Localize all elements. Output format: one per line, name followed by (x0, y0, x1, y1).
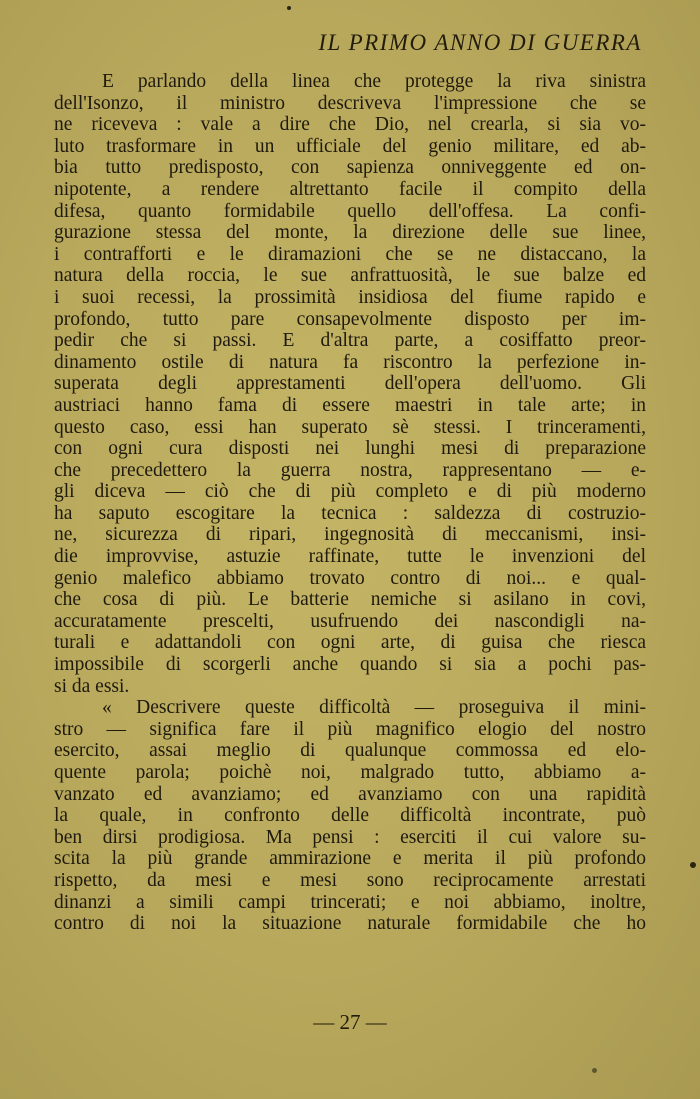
text-line: gli diceva — ciò che di più completo e di più moderno (54, 481, 646, 503)
text-line: bia tutto predisposto, con sapienza onniveggente ed on- (54, 157, 646, 179)
page-number: — 27 — (313, 1010, 387, 1034)
paper-speck (592, 1068, 597, 1073)
text-line: dinamento ostile di natura fa riscontro la perfezione in- (54, 351, 646, 373)
text-line: austriaci hanno fama di essere maestri in tale arte; in (54, 394, 646, 416)
text-line: accuratamente prescelti, usufruendo dei nascondigli na- (54, 610, 646, 632)
text-line: superata degli apprestamenti dell'opera dell'uomo. Gli (54, 373, 646, 395)
text-line: genio malefico abbiamo trovato contro di noi... e qual- (54, 567, 646, 589)
text-line: impossibile di scorgerli anche quando si sia a pochi pas- (54, 654, 646, 676)
text-line: che precedettero la guerra nostra, rappresentano — e- (54, 459, 646, 481)
text-line: gurazione stessa del monte, la direzione delle sue linee, (54, 222, 646, 244)
text-line: ne, sicurezza di ripari, ingegnosità di meccanismi, insi- (54, 524, 646, 546)
text-line: stro — significa fare il più magnifico elogio del nostro (54, 718, 646, 740)
text-line: rispetto, da mesi e mesi sono reciprocamente arrestati (54, 869, 646, 891)
text-line: scita la più grande ammirazione e merita il più profondo (54, 848, 646, 870)
text-line: nipotente, a rendere altrettanto facile il compito della (54, 178, 646, 200)
text-line: pedir che si passi. E d'altra parte, a cosiffatto preor- (54, 330, 646, 352)
text-line: che cosa di più. Le batterie nemiche si asilano in covi, (54, 589, 646, 611)
text-line: contro di noi la situazione naturale formidabile che ho (54, 913, 646, 935)
text-line: ben dirsi prodigiosa. Ma pensi : eserciti il cui valore su- (54, 826, 646, 848)
text-line: ne riceveva : vale a dire che Dio, nel crearla, si sia vo- (54, 114, 646, 136)
text-line: i suoi recessi, la prossimità insidiosa del fiume rapido e (54, 286, 646, 308)
text-line: luto trasformare in un ufficiale del genio militare, ed ab- (54, 135, 646, 157)
text-line: natura della roccia, le sue anfrattuosità, le sue balze ed (54, 265, 646, 287)
text-line: questo caso, essi han superato sè stessi. I trinceramenti, (54, 416, 646, 438)
text-line: difesa, quanto formidabile quello dell'offesa. La confi- (54, 200, 646, 222)
text-line: dell'Isonzo, il ministro descriveva l'impressione che se (54, 92, 646, 114)
paper-speck (287, 6, 291, 10)
text-line: die improvvise, astuzie raffinate, tutte le invenzioni del (54, 546, 646, 568)
text-line: la quale, in confronto delle difficoltà incontrate, può (54, 805, 646, 827)
text-line: con ogni cura disposti nei lunghi mesi di preparazione (54, 438, 646, 460)
text-line: profondo, tutto pare consapevolmente disposto per im- (54, 308, 646, 330)
text-line: quente parola; poichè noi, malgrado tutto, abbiamo a- (54, 762, 646, 783)
text-line: esercito, assai meglio di qualunque commossa ed elo- (54, 740, 646, 762)
text-line: si da essi. (54, 675, 130, 697)
paper-speck (690, 862, 696, 868)
text-line: vanzato ed avanziamo; ed avanziamo con una rapidità (54, 783, 646, 805)
text-line: « Descrivere queste difficoltà — proseguiva il mini- (102, 697, 646, 719)
text-line: i contrafforti e le diramazioni che se ne distaccano, la (54, 243, 646, 265)
text-line: turali e adattandoli con ogni arte, di guisa che riesca (54, 632, 646, 654)
running-header: IL PRIMO ANNO DI GUERRA (318, 30, 642, 55)
text-line: E parlando della linea che protegge la riva sinistra (102, 71, 646, 92)
body-text (54, 71, 646, 935)
text-line: dinanzi a simili campi trincerati; e noi abbiamo, inoltre, (54, 891, 646, 913)
text-line: ha saputo escogitare la tecnica : saldezza di costruzio- (54, 502, 646, 524)
